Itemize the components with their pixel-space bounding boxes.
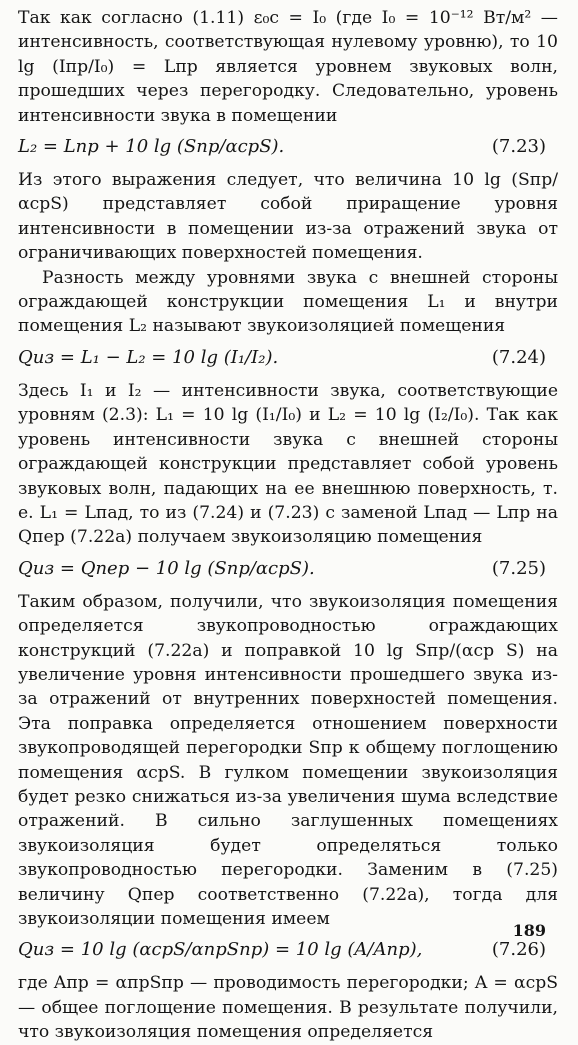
equation-text: Qиз = L₁ − L₂ = 10 lg (I₁/I₂).	[18, 346, 279, 368]
paragraph-5: Таким образом, получили, что звукоизоляция помещения определяется звукопроводностью ограждающих конструкций (7.22а) и поправкой 10 lg Sпр/(αср S) на увеличение уровня интенсивности прошедшего звука из-за отражений от внутренних поверхностей помещения. Эта поправка определяется отношением поверхности звукопроводящей перегородки Sпр к общему поглощению помещения αсрS. В гулком помещении звукоизоляция будет резко снижаться из-за увеличения шума вследствие отражений. В сильно заглушенных помещениях звукоизоляция будет определяться только звукопроводностью перегородки. Заменим в (7.25) величину Qпер соответственно (7.22а), тогда для звукоизоляции помещения имеем	[18, 591, 558, 929]
equation-text: Qиз = 10 lg (αсрS/αпрSпр) = 10 lg (A/Aпр),	[18, 939, 423, 961]
page-number: 189	[512, 921, 546, 940]
equation-text: Qиз = Qпер − 10 lg (Sпр/αсрS).	[18, 557, 315, 579]
equation-7-24	[18, 343, 558, 375]
equation-7-23	[18, 132, 558, 164]
paragraph-2: Из этого выражения следует, что величина 10 lg (Sпр/αсрS) представляет собой приращение уровня интенсивности в помещении из-за отражений звука от ограничивающих поверхностей помещения.	[18, 170, 558, 264]
equation-7-26	[18, 935, 558, 967]
equation-number: (7.25)	[491, 557, 546, 579]
equation-number: (7.26)	[491, 939, 546, 961]
equation-number: (7.23)	[491, 136, 546, 158]
paragraph-6: где Aпр = αпрSпр — проводимость перегородки; A = αсрS — общее поглощение помещения. В результате получили, что звукоизоляция помещения определяется	[18, 973, 558, 1043]
equation-7-25	[18, 554, 558, 586]
paragraph-4: Здесь I₁ и I₂ — интенсивности звука, соответствующие уровням (2.3): L₁ = 10 lg (I₁/I₀) и L₂ = 10 lg (I₂/I₀). Так как уровень интенсивности звука с внешней стороны ограждающей конструкции представляет собой уровень звуковых волн, падающих на ее внешнюю поверхность, т. е. L₁ = Lпад, то из (7.24) и (7.23) с заменой Lпад — Lпр на Qпер (7.22а) получаем звукоизоляцию помещения	[18, 380, 558, 548]
paragraph-1: Так как согласно (1.11) ε₀c = I₀ (где I₀ = 10⁻¹² Вт/м² — интенсивность, соответствующая нулевому уровню), то 10 lg (Iпр/I₀) = Lпр является уровнем звуковых волн, прошедших через перегородку. Следовательно, уровень интенсивности звука в помещении	[18, 8, 558, 126]
equation-text: L₂ = Lпр + 10 lg (Sпр/αсрS).	[18, 136, 285, 158]
paragraph-3: Разность между уровнями звука с внешней стороны ограждающей конструкции помещения L₁ и внутри помещения L₂ называют звукоизоляцией помещения	[18, 267, 558, 337]
equation-number: (7.24)	[491, 346, 546, 368]
